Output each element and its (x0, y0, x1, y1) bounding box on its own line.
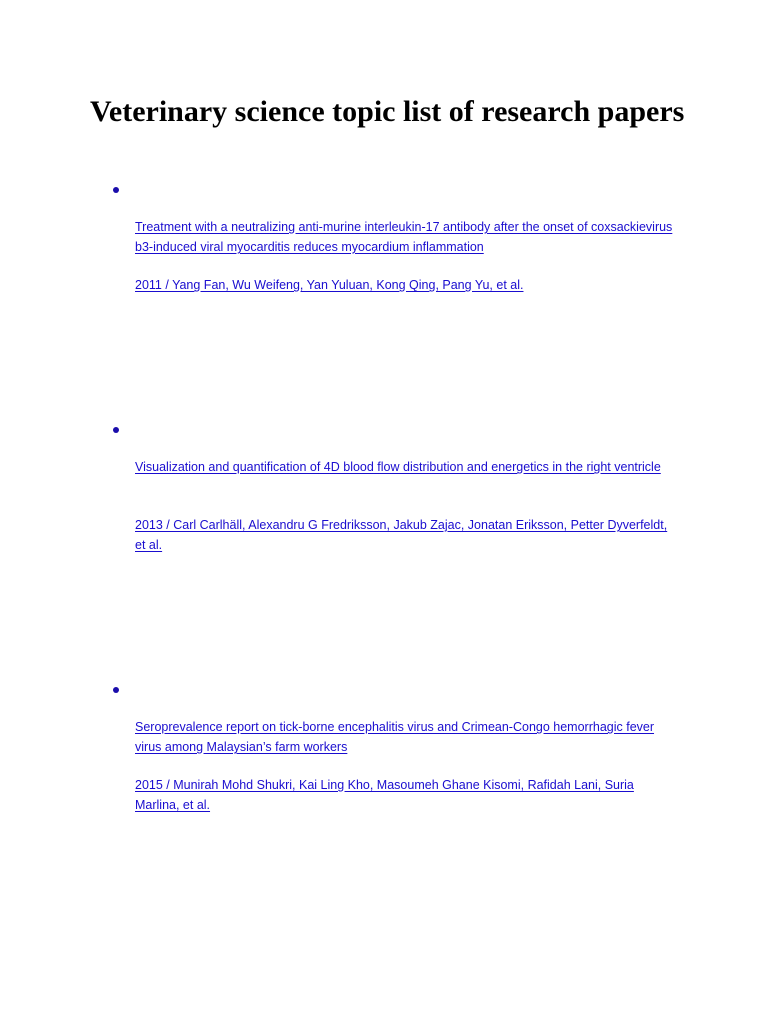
list-item (0, 680, 768, 880)
list-item (0, 180, 768, 380)
bullet-icon (113, 427, 119, 433)
paper-meta-link[interactable]: 2013 / Carl Carlhäll, Alexandru G Fredriksson, Jakub Zajac, Jonatan Eriksson, Petter Dyverfeldt, et al. (135, 518, 668, 552)
paper-title-link[interactable]: Seroprevalence report on tick-borne encephalitis virus and Crimean-Congo hemorrhagic fever virus among Malaysian’s farm workers (135, 720, 655, 754)
bullet-icon (113, 687, 119, 693)
page-title: Veterinary science topic list of research papers (90, 95, 685, 128)
paper-meta-link[interactable]: 2011 / Yang Fan, Wu Weifeng, Yan Yuluan, Kong Qing, Pang Yu, et al. (135, 278, 524, 292)
paper-title-link[interactable]: Treatment with a neutralizing anti-murine interleukin-17 antibody after the onset of coxsackievirus b3-induced viral myocarditis reduces myocardium inflammation (135, 220, 673, 254)
paper-title-link[interactable]: Visualization and quantification of 4D blood flow distribution and energetics in the right ventricle (135, 460, 661, 474)
bullet-icon (113, 187, 119, 193)
list-item (0, 420, 768, 620)
paper-meta-link[interactable]: 2015 / Munirah Mohd Shukri, Kai Ling Kho, Masoumeh Ghane Kisomi, Rafidah Lani, Suria Marlina, et al. (135, 778, 634, 812)
